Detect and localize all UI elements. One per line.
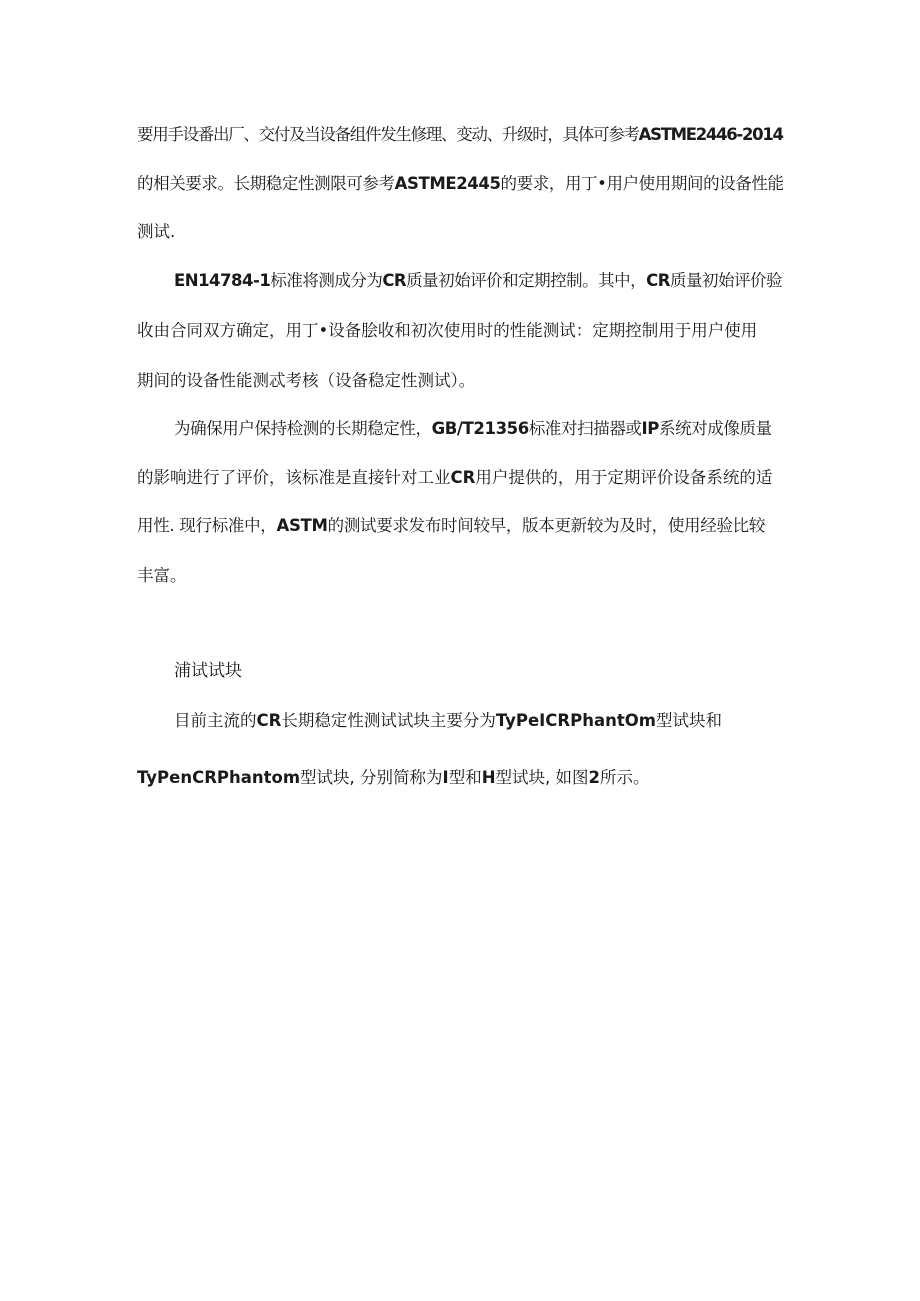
- text-run: 用户提供的，用于定期评价设备系统的适: [475, 468, 773, 487]
- text-run: 系统对成像质量: [658, 419, 772, 438]
- text-run: 型试块, 如图: [495, 768, 589, 787]
- text-run: 的相关要求。长期稳定性测限可参考: [137, 174, 395, 193]
- paragraph-2-line-2: [137, 320, 757, 342]
- paragraph-3-line-2: [137, 467, 772, 489]
- text-run: 目前主流的: [174, 711, 257, 730]
- paragraph-3-line-1: [174, 418, 772, 440]
- paragraph-3-line-4: [137, 565, 187, 587]
- text-run: 的影响进行了评价，该标准是直接针对工业: [137, 468, 451, 487]
- text-run: 型和: [448, 768, 482, 787]
- section-line-1: [174, 710, 722, 732]
- term-ip: IP: [641, 419, 659, 438]
- text-run: 标准对扫描器或: [528, 419, 642, 438]
- text-run: 丰富。: [137, 566, 187, 585]
- term-cr: CR: [382, 271, 407, 290]
- term-cr: CR: [450, 468, 476, 487]
- paragraph-1-line-2: [137, 173, 784, 195]
- standard-code: ASTME2446-2014: [638, 125, 783, 144]
- text-run: 长期稳定性测试试块主要分为: [281, 711, 496, 730]
- type-label: H: [481, 768, 496, 787]
- text-run: 型试块, 分别简称为: [300, 768, 443, 787]
- paragraph-2-line-3: [137, 370, 475, 392]
- text-run: 期间的设备性能测忒考核（设备稳定性测试）。: [137, 371, 476, 390]
- section-heading: 浦试试块: [174, 661, 242, 681]
- term-cr: CR: [256, 711, 282, 730]
- standard-code: GB/T21356: [431, 419, 529, 438]
- text-run: 的要求，用丁•用户使用期间的设备性能: [500, 174, 784, 193]
- section-line-2: [137, 767, 649, 789]
- paragraph-2-line-1: [174, 270, 782, 292]
- type-label: I: [442, 768, 449, 787]
- term-cr: CR: [646, 271, 670, 290]
- text-run: 的测试要求发布时间较早，版本更新较为及时，使用经验比较: [327, 516, 766, 535]
- text-run: 要用手设番出厂、交付及当设备组件发生修理、变动、升级时，具体可参考: [137, 125, 639, 144]
- standard-code: EN14784-1: [174, 271, 271, 290]
- text-run: 标准将测成分为: [270, 271, 383, 290]
- figure-number: 2: [588, 768, 600, 787]
- paragraph-1-line-3: [137, 221, 175, 243]
- text-run: 质量初始评价验: [669, 271, 782, 290]
- text-run: 质量初始评价和定期控制。其中，: [406, 271, 647, 290]
- text-run: 测试.: [137, 222, 176, 241]
- text-run: 用性. 现行标准中，: [137, 516, 277, 535]
- paragraph-1-line-1: [137, 124, 783, 146]
- text-run: 收由合同双方确定，用丁•设备脍收和初次使用时的性能测试：定期控制用于用户使用: [137, 321, 758, 340]
- paragraph-3-line-3: [137, 515, 765, 537]
- text-run: 为确保用户保持检测的长期稳定性，: [174, 419, 432, 438]
- standard-code: ASTM: [276, 516, 328, 535]
- standard-code: ASTME2445: [394, 174, 501, 193]
- text-run: 所示。: [599, 768, 650, 787]
- phantom-name: TyPeICRPhantOm: [495, 711, 656, 730]
- text-run: 型试块和: [655, 711, 722, 730]
- phantom-name: TyPenCRPhantom: [137, 768, 301, 787]
